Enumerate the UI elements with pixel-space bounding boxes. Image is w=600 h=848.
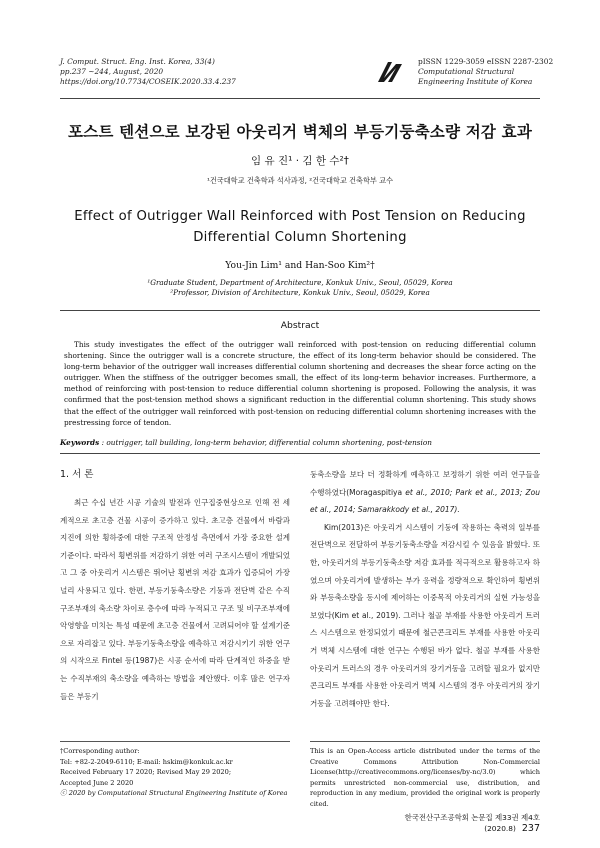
- footer-journal: 한국전산구조공학회 논문집 제33권 제4호(2020.8): [404, 813, 540, 833]
- affiliation-2: ²Professor, Division of Architecture, Konkuk Univ., Seoul, 05029, Korea: [170, 288, 430, 297]
- received-date: Received February 17 2020; Revised May 29 2020;: [60, 768, 232, 776]
- issn-block: [418, 57, 553, 87]
- header-rule: [60, 98, 540, 99]
- english-affiliations: [60, 278, 540, 298]
- english-title-line1: Effect of Outrigger Wall Reinforced with Post Tension on Reducing: [74, 209, 526, 224]
- keywords-list: : outrigger, tall building, long-term behavior, differential column shortening, post-tension: [99, 438, 432, 447]
- page-number: 237: [521, 823, 540, 834]
- keywords-label: Keywords: [60, 438, 100, 447]
- korean-title: 포스트 텐션으로 보강된 아웃리거 벽체의 부등기둥축소량 저감 효과: [67, 123, 533, 141]
- abstract-text: This study investigates the effect of the outrigger wall reinforced with post-tension on reducing differential column shortening. Since the outrigger wall is a concrete structure, the effect of its long-term behavior should be considered. The long-term behavior of the outrigger wall increases differential column shortening and decreases the shear force acting on the outrigger. When the stiffness of the outrigger becomes small, the effect of its long-term behavior increases. Furthermore, a method of reinforcing with post-tension to reduce differential column shortening is proposed. Following the analysis, it was confirmed that the post-tension method shows a significant reduction in the differential column shortening. This study shows that the effect of the outrigger wall reinforced with post-tension on reducing differential column shortening increases with the prestressing force of tendon.: [64, 340, 536, 427]
- abstract-top-rule: [60, 310, 540, 311]
- copyright: ⓒ 2020 by Computational Structural Engineering Institute of Korea: [60, 789, 288, 797]
- continued-text: 둥축소량을 보다 더 정확하게 예측하고 보정하기 위한 여러 연구들을 수행하였다(Moragaspitiya: [310, 470, 540, 497]
- license-note: This is an Open-Access article distributed under the terms of the Creative Commons Attribution Non-Commercial License(http://creativecommons.org/licenses/by-nc/3.0) which permits unrestricted non-commercial use, distribution, and reproduction in any medium, provided the original work is properly cited.: [310, 747, 540, 808]
- page-footer: [360, 812, 540, 834]
- accepted-date: Accepted June 2 2020: [60, 778, 134, 787]
- left-column: [60, 494, 290, 705]
- journal-citation: [60, 57, 236, 87]
- keywords-bottom-rule: [60, 453, 540, 454]
- english-title: [60, 206, 540, 248]
- keywords: [60, 438, 540, 447]
- footnote-rule-right: [310, 741, 540, 742]
- journal-name: J. Comput. Struct. Eng. Inst. Korea, 33(4): [60, 57, 215, 66]
- society-name-line2: Engineering Institute of Korea: [418, 77, 533, 86]
- english-authors: You-Jin Lim¹ and Han-Soo Kim²†: [225, 260, 375, 271]
- footnote-rule-left: [60, 741, 290, 742]
- footnote-left: [60, 746, 290, 799]
- corresponding-author: †Corresponding author:: [60, 747, 140, 755]
- intro-paragraph-1-continued: [310, 466, 540, 519]
- society-name-line1: Computational Structural: [418, 67, 515, 76]
- section-heading: 1. 서 론: [60, 469, 94, 480]
- contact-info: Tel: +82-2-2049-6110; E-mail: hskim@konkuk.ac.kr: [60, 757, 233, 766]
- intro-paragraph-1: 최근 수십 년간 시공 기술의 발전과 인구집중현상으로 인해 전 세계적으로 초고층 건물 시공이 증가하고 있다. 초고층 건물에서 바람과 지진에 의한 횡하중에 대한 구조적 안정성 측면에서 가장 중요한 설계기준이다. 따라서 횡변위를 저감하기 위한 여러 구조시스템이 개발되었고 그 중 아웃리거 시스템은 뛰어난 횡변위 저감 효과가 입증되어 가장 널리 사용되고 있다. 한편, 부등기둥축소량은 기둥과 전단벽 같은 수직구조부재의 축소량 차이로 층수에 따라 누적되고 구조 및 비구조부재에 악영향을 미치는 특성 때문에 초고층 건물에서 고려되어야 할 설계기준으로 자리잡고 있다. 부등기둥축소량을 예측하고 저감시키기 위한 연구의 시작으로 Fintel 등(1987)은 시공 순서에 따라 단계적인 하중을 받는 수직부재의 축소량을 예측하는 방법을 제안했다. 이후 많은 연구자들은 부등기: [60, 498, 290, 701]
- citations: et al., 2010; Park et al., 2013; Zou et al., 2014; Samarakkody et al., 2017).: [310, 487, 540, 515]
- society-logo-icon: [376, 60, 406, 84]
- intro-paragraph-2: Kim(2013)은 아웃리거 시스템이 기둥에 작용하는 축력의 일부를 전단벽으로 전달하여 부등기둥축소량을 저감시킬 수 있음을 밝혔다. 또한, 아웃리거의 부등기둥축소량 저감 효과를 적극적으로 활용하고자 하였으며 아웃리거에 발생하는 부가 응력을 정량적으로 확인하여 횡변위와 부등축소량을 동시에 제어하는 이중목적 아웃리거의 실현 가능성을 보였다(Kim et al., 2019). 그러나 철골 부재를 사용한 아웃리거 트러스 시스템으로 한정되었기 때문에 철근콘크리트 부재를 사용한 아웃리거 벽체 시스템에 대한 연구는 수행된 바가 없다. 철골 부재를 사용한 아웃리거 트러스의 경우 아웃리거의 장기거동을 고려할 필요가 없지만 콘크리트 부재를 사용한 아웃리거 벽체 시스템의 경우 아웃리거의 장기거동을 고려해야만 한다.: [310, 522, 540, 708]
- english-title-line2: Differential Column Shortening: [193, 230, 407, 245]
- affiliation-1: ¹Graduate Student, Department of Architecture, Konkuk Univ., Seoul, 05029, Korea: [147, 278, 453, 287]
- abstract-heading: Abstract: [280, 320, 320, 331]
- korean-affiliations: ¹건국대학교 건축학과 석사과정, ²건국대학교 건축학부 교수: [206, 176, 394, 185]
- right-column: [310, 466, 540, 712]
- korean-authors: 임 유 진¹ · 김 한 수²†: [251, 155, 349, 167]
- journal-pages: pp.237 ~244, August, 2020: [60, 67, 164, 76]
- issn: pISSN 1229-3059 eISSN 2287-2302: [418, 57, 554, 66]
- doi-link[interactable]: https://doi.org/10.7734/COSEIK.2020.33.4.237: [60, 77, 236, 86]
